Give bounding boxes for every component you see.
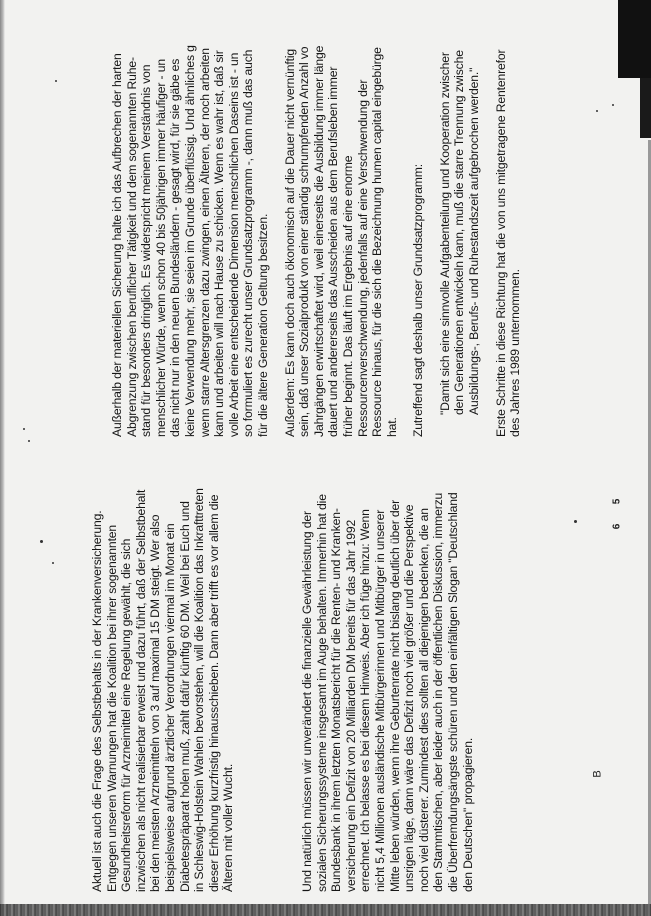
text-line: noch viel düsterer. Zumindest dies sollten all diejenigen bedenken, die an — [416, 508, 431, 892]
scan-speck — [574, 520, 577, 523]
text-line: Gesundheitsreform für Arzneimittel eine Regelung gewählt, die sich — [119, 538, 134, 892]
text-line: den Deutschen" propagieren. — [460, 737, 475, 892]
text-line: Entgegen unseren Warnungen hat die Koalition bei ihrer sogenannten — [104, 524, 119, 892]
scan-speck — [55, 80, 57, 82]
right-paragraph-4 — [494, 0, 523, 437]
text-line: stand für besonders dringlich. Es widerspricht meinem Verständnis von — [139, 64, 154, 437]
scan-dark-corner — [618, 0, 651, 78]
text-line: volle Arbeit eine entscheidende Dimension menschlichen Daseins ist - un — [226, 52, 241, 437]
text-line: kann und arbeiten will nach Hause zu schicken. Wenn es wahr ist, daß sir — [212, 50, 227, 437]
text-line: Diabetespräparat holen muß, zahlt dafür künftig 60 DM. Weil bei Euch und — [177, 501, 192, 892]
text-line: nicht 5,4 Millionen ausländische Mitbürgerinnen und Mitbürger in unserer — [372, 509, 387, 892]
text-line: bei den meisten Arzneimitteln von 3 auf maximal 15 DM steigt. Wer also — [148, 514, 163, 892]
right-paragraph-2 — [283, 0, 400, 437]
page-number-bottom: 6 — [611, 523, 623, 530]
text-line: Ressource hinaus, für die sich die Bezeichnung humen capital eingebürge — [370, 47, 385, 437]
text-line: Abgrenzung zwischen beruflicher Tätigkeit und dem sogenannten Ruhe- — [124, 57, 139, 437]
text-line: Älteren mit voller Wucht. — [221, 763, 236, 892]
text-line: das nicht nur in den neuen Bundesländern - gesagt wird, für sie gäbe es — [168, 58, 183, 437]
text-line: den Stammtischen, aber leider auch in der öffentlichen Diskussion, immerzu — [431, 492, 446, 892]
text-line: beispielsweise aufgrund ärztlicher Verordnungen viermal im Monat ein — [162, 523, 177, 892]
text-line: hat. — [384, 417, 399, 437]
text-line: wenn starre Altersgrenzen dazu zwingen, einen Älteren, der noch arbeiten — [197, 48, 212, 437]
text-line: Außerhalb der materiellen Sicherung halte ich das Aufbrechen der harten — [110, 53, 124, 437]
text-line: sein, daß unser Sozialprodukt von einer ständig schrumpfenden Anzahl vo — [297, 46, 312, 437]
scan-speck — [596, 110, 598, 112]
text-line: inzwischen als nicht realisierbar erweist und dazu führt, daß der Selbstbehalt — [133, 489, 148, 892]
text-line: Außerdem: Es kann doch auch ökonomisch auf die Dauer nicht vernünftig — [282, 49, 297, 437]
text-line: Erste Schritte in diese Richtung hat die von uns mitgetragene Rentenrefor — [493, 49, 508, 437]
text-line: versicherung ein Defizit von 20 Milliarden DM bereits für das Jahr 1992 — [343, 519, 358, 892]
right-quote — [438, 0, 482, 437]
text-line: menschlicher Würde, wenn schon 40 bis 50jährigen immer häufiger - un — [153, 59, 168, 437]
text-line: errechnet. Ich belasse es bei diesem Hinweis. Aber ich füge hinzu: Wenn — [358, 509, 373, 892]
binding-shadow — [0, 0, 5, 916]
text-line: Jahrgängen erwirtschaftet wird, weil einerseits die Ausbildung immer länge — [311, 45, 326, 437]
scan-speck — [23, 428, 25, 430]
page-number-top: 5 — [611, 498, 623, 505]
text-line: Mitte leben würden, wenn ihre Geburtenrate nicht bislang deutlich über der — [387, 499, 402, 892]
right-page-column — [110, 0, 535, 437]
text-line: Bundesbank in ihrem letzten Monatsbericht für die Renten- und Kranken- — [329, 508, 344, 892]
right-paragraph-3 — [411, 0, 426, 437]
text-line: keine Verwendung mehr, sie seien im Grunde überflüssig. Und ähnliches g — [182, 45, 197, 437]
text-line: für die ältere Generation Geltung besitzen. — [255, 213, 270, 437]
text-line: Und natürlich müssen wir unverändert die finanzielle Gewährleistung der — [300, 511, 314, 892]
left-page-paragraph-2 — [300, 492, 475, 892]
page-mark: B — [591, 770, 604, 778]
text-line: die Überfremdungsängste schüren und den einfältigen Slogan "Deutschland — [445, 492, 460, 892]
scan-dark-corner-lower — [640, 78, 651, 138]
quote-line: Ausbildungs-, Berufs- und Ruhestandszeit aufgebrochen werden." — [467, 67, 482, 415]
text-line: des Jahres 1989 unternommen. — [508, 269, 523, 437]
text-line: sozialen Sicherungssysteme insgesamt im Auge behalten. Immerhin hat die — [314, 494, 329, 892]
left-page-paragraph-1 — [90, 488, 236, 892]
quote-line: den Generationen entwickeln kann, muß die starre Trennung zwische — [452, 50, 467, 415]
text-line: Zutreffend sagt deshalb unser Grundsatzprogramm: — [411, 163, 426, 437]
scan-speck — [28, 440, 30, 442]
scan-speck — [612, 104, 614, 106]
text-line: so formuliert es zurecht unser Grundsatzprogramm -, dann muß das auch — [241, 49, 256, 437]
text-line: früher beginnt. Das läuft im Ergebnis auf eine enorme — [340, 155, 355, 437]
scan-speck — [40, 540, 43, 543]
text-line: Ressourcenverschwendung, jedenfalls auf eine Verschwendung der — [355, 79, 370, 437]
quote-line: "Damit sich eine sinnvolle Aufgabenteilung und Kooperation zwischer — [437, 52, 452, 415]
right-paragraph-1 — [110, 0, 271, 437]
text-line: unsrigen läge, dann wäre das Defizit noch viel größer und die Perspektive — [402, 504, 417, 892]
text-line: Aktuell ist auch die Frage des Selbstbehalts in der Krankenversicherung. — [90, 510, 104, 892]
scan-bottom-noise — [0, 904, 651, 916]
text-line: dauert und andererseits das Ausscheiden aus dem Berufsleben immer — [326, 66, 341, 437]
text-line: in Schleswig-Holstein Wahlen bevorstehen, will die Koalition das Inkrafttreten — [192, 488, 207, 892]
text-line: dieser Erhöhung kurzfristig hinausschieben. Dann aber trifft es vor allem die — [206, 494, 221, 892]
scan-speck — [52, 562, 54, 564]
